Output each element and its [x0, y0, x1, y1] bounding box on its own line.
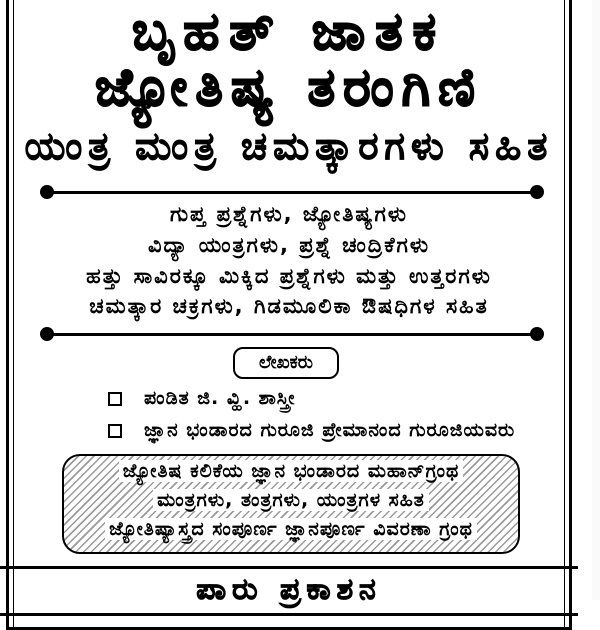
panel-line: [62, 518, 520, 540]
subtitle: ಯಂತ್ರ ಮಂತ್ರ ಚಮತ್ಕಾರಗಳು ಸಹಿತ: [24, 124, 554, 168]
panel-text: ಮಂತ್ರಗಳು, ತಂತ್ರಗಳು, ಯಂತ್ರಗಳ ಸಹಿತ: [153, 489, 429, 511]
author-name: ಜ್ಞಾನ ಭಂಡಾರದ ಗುರೂಜಿ ಪ್ರೇಮಾನಂದ ಗುರೂಜಿಯವರು: [144, 419, 516, 441]
publisher-name: ಪಾರು ಪ್ರಕಾಶನ: [196, 572, 382, 607]
content-line: ಗುಪ್ತ ಪ್ರಶ್ನೆಗಳು, ಜ್ಯೋತಿಷ್ಯಗಳು: [170, 202, 408, 226]
author-item: [108, 419, 515, 441]
title-line-1: ಬೃಹತ್ ಜಾತಕ: [131, 2, 447, 62]
divider-top: [52, 191, 532, 194]
title-line-2: ಜ್ಯೋತಿಷ್ಯ ತರಂಗಿಣಿ: [95, 58, 483, 118]
page-edge: [592, 0, 600, 600]
content-line: ವಿದ್ಯಾ ಯಂತ್ರಗಳು, ಪ್ರಶ್ನೆ ಚಂದ್ರಿಕೆಗಳು: [147, 233, 431, 257]
checkbox-bullet-icon: [108, 424, 122, 438]
panel-line: [62, 489, 520, 511]
panel-text: ಜ್ಯೋತಿಷ್ಯಾಸ್ತ್ರದ ಸಂಪೂರ್ಣ ಜ್ಞಾನಪೂರ್ಣ ವಿವರಣಾ ಗ್ರಂಥ: [105, 518, 477, 540]
divider-middle: [52, 333, 532, 336]
panel-text: ಜ್ಯೋತಿಷ ಕಲಿಕೆಯ ಜ್ಞಾನ ಭಂಡಾರದ ಮಹಾನ್‌ಗ್ರಂಥ: [119, 460, 464, 482]
content-line: ಹತ್ತು ಸಾವಿರಕ್ಕೂ ಮಿಕ್ಕಿದ ಪ್ರಶ್ನೆಗಳು ಮತ್ತು ಉತ್ತರಗಳು: [86, 264, 492, 288]
panel-line: [62, 460, 520, 482]
content-line: ಚಮತ್ಕಾರ ಚಕ್ರಗಳು, ಗಿಡಮೂಲಿಕಾ ಔಷಧಿಗಳ ಸಹಿತ: [89, 294, 489, 318]
author-item: [108, 387, 296, 409]
checkbox-bullet-icon: [108, 392, 122, 406]
authors-label: ಲೇಖಕರು: [233, 347, 339, 379]
author-name: ಪಂಡಿತ ಜಿ. ವ್ಹಿ. ಶಾಸ್ತ್ರೀ: [144, 387, 296, 409]
